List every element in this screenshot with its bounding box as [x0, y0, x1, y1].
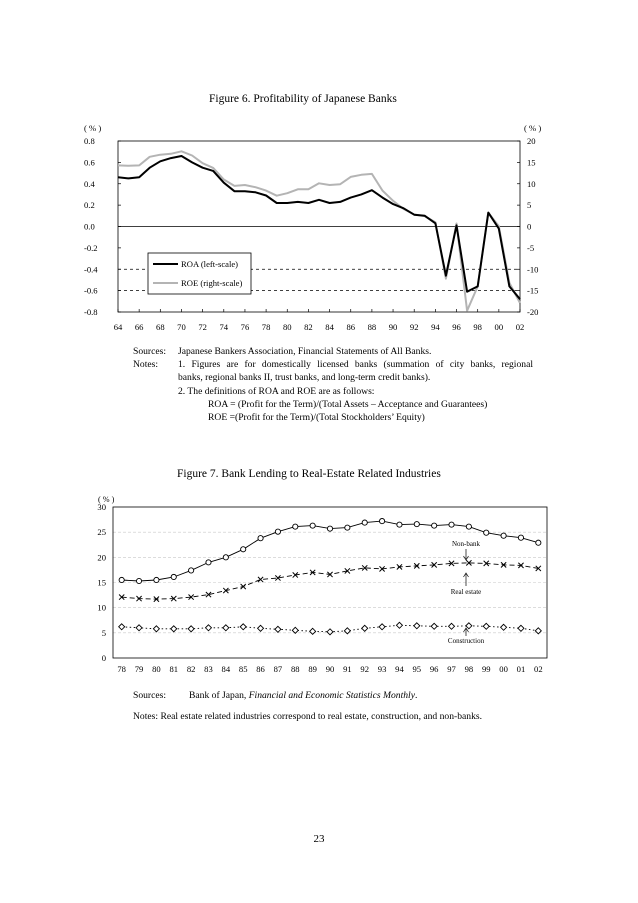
figure6-title: Figure 6. Profitability of Japanese Banks	[209, 93, 397, 105]
figure6-left-tick-label: 0.0	[84, 221, 95, 232]
figure6-x-tick-label: 92	[409, 322, 419, 332]
figure6-left-tick-label: -0.4	[84, 264, 98, 275]
construction-point	[136, 625, 142, 631]
figure6-right-tick-label: -20	[527, 307, 539, 317]
figure6-right-tick-label: 5	[527, 200, 532, 211]
figure6-x-tick-label: 74	[219, 322, 229, 332]
figure6-sources-text: Japanese Bankers Association, Financial Statements of All Banks.	[178, 346, 432, 357]
figure6-chart	[0, 0, 638, 340]
figure6-x-tick-label: 98	[473, 322, 482, 332]
construction-point	[362, 625, 368, 631]
figure7-x-tick-label: 83	[204, 664, 213, 674]
figure6-left-tick-label: 0.8	[84, 136, 95, 146]
figure7-y-tick-label: 0	[101, 653, 106, 663]
construction-point	[171, 626, 177, 632]
figure6-right-tick-label: 15	[527, 157, 536, 168]
figure6-left-tick-label: -0.6	[84, 285, 98, 296]
figure6-x-tick-label: 72	[198, 322, 207, 332]
figure6-x-tick-label: 90	[388, 322, 398, 332]
figure6-x-tick-label: 86	[346, 322, 356, 332]
figure7-annotations	[448, 540, 485, 645]
figure6-axis-ticks	[84, 123, 541, 332]
non-bank-point	[119, 577, 124, 582]
annotation-construction: Construction	[447, 637, 485, 645]
figure7-x-tick-label: 90	[325, 664, 335, 674]
legend-roa-label: ROA (left-scale)	[181, 259, 239, 269]
figure7-chart	[0, 480, 638, 680]
non-bank-point	[293, 524, 298, 529]
figure6-right-tick-label: 10	[527, 178, 536, 189]
construction-point	[501, 624, 507, 630]
figure7-x-tick-label: 98	[464, 664, 474, 674]
figure6-x-tick-label: 78	[261, 322, 271, 332]
figure7-x-tick-label: 99	[481, 664, 491, 674]
figure6-left-tick-label: 0.4	[84, 178, 95, 189]
figure7-x-tick-label: 80	[152, 664, 161, 674]
figure7-notes: Notes: Real estate related industries correspond to real estate, construction, and non-banks.	[133, 711, 482, 722]
figure6-sources-label: Sources:	[133, 346, 167, 357]
figure6-note1	[133, 358, 533, 371]
non-bank-point	[432, 523, 437, 528]
page-number: 23	[313, 833, 325, 845]
non-bank-point	[484, 530, 489, 535]
figure7-y-tick-label: 5	[101, 627, 106, 638]
construction-point	[223, 625, 229, 631]
figure6-right-tick-label: 20	[527, 136, 536, 146]
non-bank-point	[275, 529, 280, 534]
figure6-sources	[133, 345, 533, 358]
figure7-sources-italic: Financial and Economic Statistics Monthly	[248, 690, 415, 701]
figure7-x-tick-label: 78	[117, 664, 126, 674]
figure6-x-tick-label: 68	[156, 322, 165, 332]
non-bank-point	[362, 520, 367, 525]
construction-point	[414, 623, 420, 629]
non-bank-point	[171, 574, 176, 579]
non-bank-point	[206, 560, 211, 565]
figure7-title: Figure 7. Bank Lending to Real-Estate Related Industries	[177, 468, 441, 480]
figure6-x-tick-label: 96	[452, 322, 461, 332]
figure6-x-tick-label: 82	[304, 322, 313, 332]
non-bank-point	[536, 540, 541, 545]
figure7-x-tick-label: 89	[308, 664, 317, 674]
figure7-x-tick-label: 84	[221, 664, 231, 674]
non-bank-point	[136, 578, 141, 583]
figure6-roa-definition: ROA = (Profit for the Term)/(Total Assets – Acceptance and Guarantees)	[208, 398, 488, 410]
legend-roe-label: ROE (right-scale)	[181, 278, 243, 288]
figure7-sources	[133, 689, 553, 702]
figure6-roe-definition: ROE =(Profit for the Term)/(Total Stockholders’ Equity)	[208, 412, 425, 424]
non-bank-point	[518, 535, 523, 540]
figure6-x-tick-label: 66	[134, 322, 144, 332]
figure7-x-tick-label: 95	[412, 664, 422, 674]
figure7-gridlines	[113, 532, 547, 633]
construction-point	[292, 627, 298, 633]
construction-point	[240, 624, 246, 630]
figure6-x-tick-label: 88	[367, 322, 377, 332]
figure6-notes	[133, 345, 533, 424]
figure6-x-tick-label: 64	[113, 322, 123, 332]
non-bank-point	[501, 533, 506, 538]
figure6-legend	[148, 253, 251, 294]
figure6-x-tick-label: 94	[431, 322, 440, 332]
construction-point	[431, 623, 437, 629]
figure7-y-unit: ( % )	[98, 495, 115, 504]
figure7-sources-text: Bank of Japan,	[189, 690, 249, 701]
figure6-x-tick-label: 76	[240, 322, 250, 332]
figure7-x-tick-label: 97	[447, 664, 456, 674]
non-bank-point	[241, 547, 246, 552]
construction-point	[188, 626, 194, 632]
figure7-sources-label: Sources:	[133, 690, 167, 701]
figure6-right-tick-label: -15	[527, 285, 539, 296]
construction-point	[483, 623, 489, 629]
non-bank-point	[223, 555, 228, 560]
figure7-y-tick-label: 30	[97, 502, 106, 512]
figure6-x-tick-label: 02	[515, 322, 525, 332]
figure7-x-tick-label: 87	[273, 664, 283, 674]
figure6-right-unit: ( % )	[524, 123, 542, 133]
non-bank-point	[154, 577, 159, 582]
non-bank-point	[189, 568, 194, 573]
construction-point	[119, 624, 125, 630]
real-estate-point	[258, 577, 263, 582]
figure6-left-tick-label: -0.2	[84, 242, 98, 253]
figure6-notes-label: Notes:	[133, 359, 159, 371]
figure6-left-tick-label: -0.8	[84, 307, 98, 317]
non-bank-point	[327, 526, 332, 531]
figure6-note1-line2: banks, regional banks II, trust banks, and long-term credit banks).	[178, 372, 431, 384]
figure7-x-tick-label: 82	[186, 664, 196, 674]
non-bank-point	[449, 522, 454, 527]
figure7-x-tick-label: 86	[256, 664, 265, 674]
figure7-x-tick-label: 85	[238, 664, 248, 674]
figure6-x-tick-label: 70	[177, 322, 186, 332]
figure7-x-tick-label: 88	[290, 664, 300, 674]
figure7-x-tick-label: 81	[169, 664, 179, 674]
figure6-right-tick-label: -10	[527, 264, 539, 275]
figure7-y-tick-label: 10	[97, 602, 106, 613]
figure7-x-tick-label: 01	[516, 664, 526, 674]
annotation-non-bank: Non-bank	[452, 540, 480, 548]
figure6-right-tick-label: -5	[527, 242, 535, 253]
construction-point	[205, 625, 211, 631]
figure6-left-tick-label: 0.6	[84, 157, 95, 168]
figure6-x-tick-label: 00	[494, 322, 504, 332]
figure7-series	[119, 518, 542, 634]
figure7-x-tick-label: 02	[534, 664, 543, 674]
construction-point	[310, 628, 316, 634]
construction-point	[466, 623, 472, 629]
construction-point	[258, 625, 264, 631]
figure7-x-tick-label: 00	[499, 664, 508, 674]
construction-point	[396, 622, 402, 628]
construction-point	[379, 624, 385, 630]
figure7-x-tick-label: 93	[377, 664, 387, 674]
figure6-x-tick-label: 84	[325, 322, 334, 332]
figure7-y-tick-label: 15	[97, 577, 106, 588]
figure7-sources-end: .	[414, 690, 418, 701]
construction-point	[327, 629, 333, 635]
construction-point	[153, 626, 159, 632]
figure6-left-tick-label: 0.2	[84, 200, 95, 211]
construction-point	[275, 626, 281, 632]
figure7-x-tick-label: 96	[429, 664, 439, 674]
figure7-x-tick-label: 92	[360, 664, 370, 674]
figure6-note1-line1: 1. Figures are for domestically licensed banks (summation of city banks, regional	[178, 359, 533, 371]
non-bank-point	[345, 525, 350, 530]
figure7-x-tick-label: 79	[134, 664, 144, 674]
non-bank-point	[414, 522, 419, 527]
figure6-x-tick-label: 80	[282, 322, 292, 332]
non-bank-point	[258, 536, 263, 541]
non-bank-point	[466, 524, 471, 529]
figure6-right-tick-label: 0	[527, 221, 532, 232]
figure6-note2: 2. The definitions of ROA and ROE are as follows:	[178, 385, 375, 397]
figure7-y-tick-label: 20	[97, 552, 106, 563]
figure7-y-tick-label: 25	[97, 527, 106, 538]
non-bank-point	[379, 518, 384, 523]
figure7-x-tick-label: 94	[395, 664, 404, 674]
non-bank-point	[310, 523, 315, 528]
figure7-x-tick-label: 91	[343, 664, 352, 674]
annotation-real-estate: Real estate	[450, 588, 482, 596]
non-bank-point	[397, 522, 402, 527]
construction-point	[449, 623, 455, 629]
construction-point	[518, 625, 524, 631]
figure7-axis-ticks	[97, 495, 542, 674]
figure6-left-unit: ( % )	[84, 123, 102, 133]
